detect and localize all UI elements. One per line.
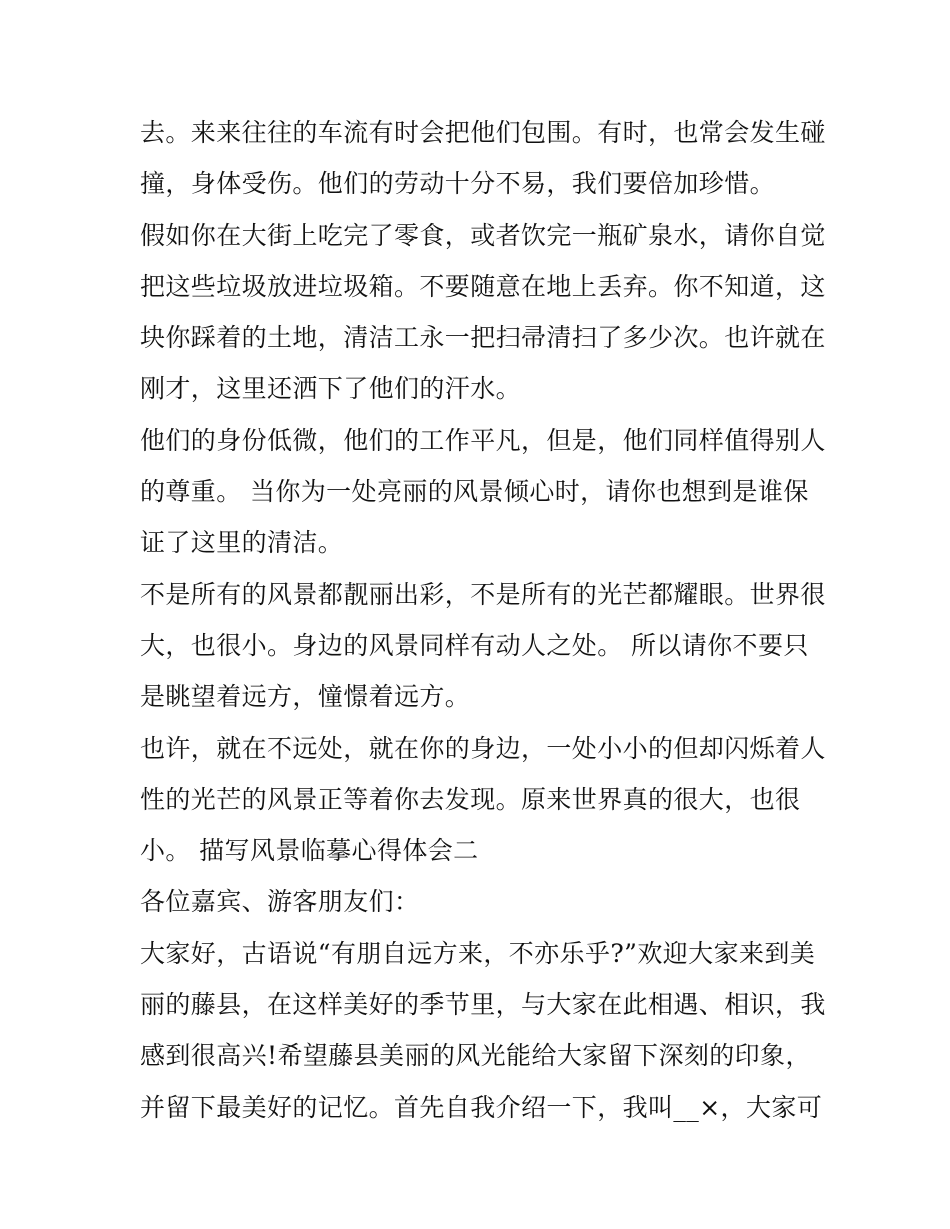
text-line: 不是所有的风景都靓丽出彩，不是所有的光芒都耀眼。世界很 — [140, 579, 826, 609]
text-line: 他们的身份低微，他们的工作平凡，但是，他们同样值得别人 — [140, 425, 826, 455]
text-line: 也许，就在不远处，就在你的身边，一处小小的但却闪烁着人 — [140, 733, 826, 763]
text-line: 的尊重。 当你为一处亮丽的风景倾心时，请你也想到是谁保 — [140, 477, 809, 507]
text-line: 是眺望着远方，憧憬着远方。 — [140, 682, 471, 712]
text-line: 丽的藤县，在这样美好的季节里，与大家在此相遇、相识，我 — [140, 990, 826, 1020]
text-line: 性的光芒的风景正等着你去发现。原来世界真的很大，也很 — [140, 784, 801, 814]
section-heading-line: 小。 描写风景临摹心得体会二 — [140, 836, 479, 866]
text-line: 块你踩着的土地，清洁工永一把扫帚清扫了多少次。也许就在 — [140, 323, 826, 353]
text-line: 把这些垃圾放进垃圾箱。不要随意在地上丢弃。你不知道，这 — [140, 271, 826, 301]
text-line: 刚才，这里还洒下了他们的汗水。 — [140, 374, 522, 404]
text-line: 大，也很小。身边的风景同样有动人之处。 所以请你不要只 — [140, 630, 809, 660]
salutation-line: 各位嘉宾、游客朋友们： — [140, 887, 420, 917]
text-line: 并留下最美好的记忆。首先自我介绍一下，我叫__×，大家可 — [140, 1092, 823, 1122]
text-line: 感到很高兴!希望藤县美丽的风光能给大家留下深刻的印象， — [140, 1041, 811, 1071]
text-line: 证了这里的清洁。 — [140, 528, 344, 558]
document-text-body — [140, 107, 826, 1133]
text-line: 撞，身体受伤。他们的劳动十分不易，我们要倍加珍惜。 — [140, 169, 776, 199]
text-line: 去。来来往往的车流有时会把他们包围。有时，也常会发生碰 — [140, 118, 826, 147]
text-line: 大家好，古语说“有朋自远方来，不亦乐乎?”欢迎大家来到美 — [140, 938, 816, 968]
text-line: 假如你在大街上吃完了零食，或者饮完一瓶矿泉水，请你自觉 — [140, 220, 826, 250]
